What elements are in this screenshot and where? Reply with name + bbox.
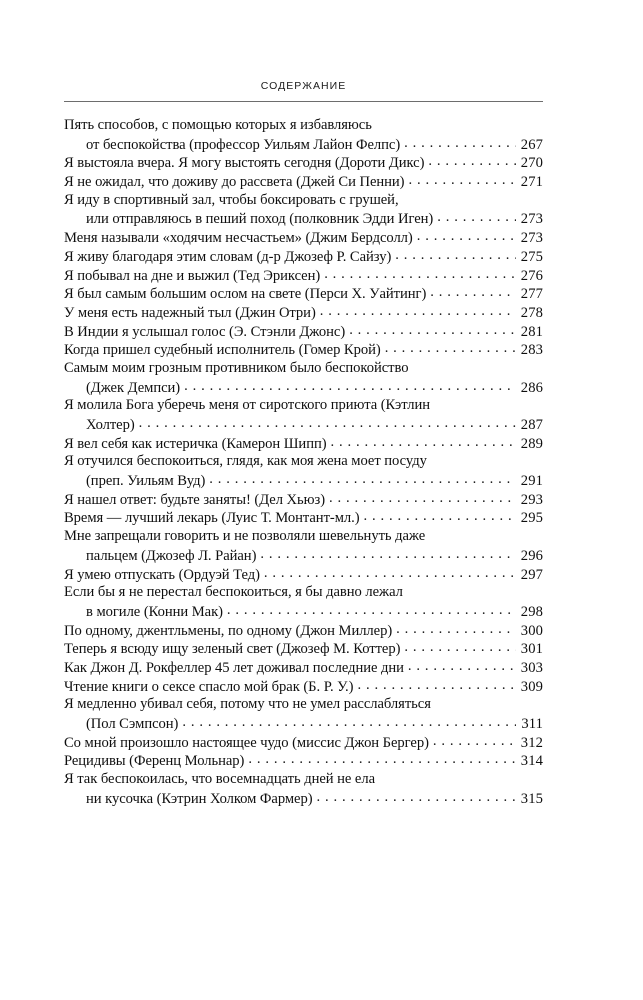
toc-entry-title: Время — лучший лекарь (Луис Т. Монтант-мл.) [64, 510, 360, 527]
toc-entry-title: ни кусочка (Кэтрин Холком Фармер) [86, 790, 313, 807]
toc-entry-line [64, 116, 543, 135]
dot-leader [331, 434, 516, 448]
dot-leader [408, 658, 516, 672]
toc-page-number[interactable]: 301 [520, 641, 543, 658]
toc-entry-title: Чтение книги о сексе спасло мой брак (Б. Р. У.) [64, 678, 354, 695]
toc-entry-last-line [64, 284, 543, 303]
toc-entry-last-line [64, 228, 543, 247]
toc-entry[interactable] [64, 191, 543, 228]
toc-entry-last-line [64, 546, 543, 565]
toc-entry-line [64, 695, 543, 714]
dot-leader [329, 490, 516, 504]
toc-entry[interactable] [64, 284, 543, 303]
toc-entry[interactable] [64, 396, 543, 433]
toc-entry[interactable] [64, 434, 543, 453]
toc-entry-title: Со мной произошло настоящее чудо (миссис Джон Бергер) [64, 734, 429, 751]
toc-page-number[interactable]: 283 [520, 342, 543, 359]
toc-entry[interactable] [64, 490, 543, 509]
toc-entry-title: Я иду в спортивный зал, чтобы боксировать с грушей, [64, 191, 399, 208]
toc-entry-title: от беспокойства (профессор Уильям Лайон Фелпс) [86, 136, 401, 153]
toc-entry-title: Как Джон Д. Рокфеллер 45 лет доживал последние дни [64, 659, 404, 676]
toc-page-number[interactable]: 270 [520, 155, 543, 172]
toc-entry-title: (Пол Сэмпсон) [86, 716, 179, 732]
toc-entry-last-line [64, 153, 543, 172]
toc-entry-title: пальцем (Джозеф Л. Райан) [86, 547, 257, 564]
toc-entry-title: Меня называли «ходячим несчастьем» (Джим Бердсолл) [64, 230, 413, 247]
table-of-contents [64, 116, 543, 807]
toc-entry[interactable] [64, 770, 543, 807]
toc-entry[interactable] [64, 247, 543, 266]
toc-entry[interactable] [64, 322, 543, 341]
toc-page-number[interactable]: 271 [520, 174, 543, 191]
toc-entry[interactable] [64, 565, 543, 584]
toc-entry-title: (Джек Демпси) [86, 379, 181, 396]
toc-page-number[interactable]: 291 [520, 473, 543, 490]
dot-leader [433, 733, 516, 747]
toc-entry-line [64, 527, 543, 546]
toc-entry[interactable] [64, 340, 543, 359]
toc-page-number[interactable]: 297 [520, 566, 543, 583]
toc-entry-title: в могиле (Конни Мак) [86, 603, 223, 620]
toc-page-number[interactable]: 273 [520, 211, 543, 228]
dot-leader [248, 751, 516, 765]
toc-entry-title: Холтер) [86, 417, 135, 433]
dot-leader [184, 378, 516, 392]
toc-entry[interactable] [64, 508, 543, 527]
toc-entry-title: Я был самым большим ослом на свете (Перси Х. Уайтинг) [64, 286, 427, 303]
toc-entry-title: Я нашел ответ: будьте заняты! (Дел Хьюз) [64, 491, 326, 508]
toc-entry-title: Пять способов, с помощью которых я избавляюсь [64, 117, 372, 133]
toc-entry-last-line [64, 247, 543, 266]
toc-entry[interactable] [64, 452, 543, 489]
dot-leader [417, 228, 516, 242]
toc-entry-last-line [64, 508, 543, 527]
toc-entry-title: Я молила Бога уберечь меня от сиротского приюта (Кэтлин [64, 397, 430, 414]
toc-entry-line [64, 396, 543, 415]
toc-entry-last-line [64, 266, 543, 285]
toc-page-number[interactable]: 300 [520, 622, 543, 639]
toc-entry-line [64, 583, 543, 602]
toc-entry-title: Рецидивы (Ференц Мольнар) [64, 753, 245, 770]
dot-leader [430, 284, 516, 298]
toc-page-number[interactable]: 277 [520, 286, 543, 303]
toc-entry-title: Я выстояла вчера. Я могу выстоять сегодня (Дороти Дикс) [64, 155, 425, 172]
toc-page-number[interactable]: 267 [520, 136, 543, 153]
toc-page-number[interactable]: 287 [520, 417, 543, 433]
running-head: СОДЕРЖАНИЕ [260, 80, 347, 92]
toc-entry[interactable] [64, 658, 543, 677]
toc-entry[interactable] [64, 733, 543, 752]
toc-entry[interactable] [64, 621, 543, 640]
toc-entry-title: В Индии я услышал голос (Э. Стэнли Джонс) [64, 323, 346, 340]
toc-entry-title: Я медленно убивал себя, потому что не умел расслабляться [64, 696, 431, 713]
toc-entry[interactable] [64, 359, 543, 396]
toc-entry-title: (преп. Уильям Вуд) [86, 473, 206, 490]
toc-entry-last-line [64, 415, 543, 434]
toc-entry-title: Я так беспокоилась, что восемнадцать дней не ела [64, 771, 375, 788]
toc-entry-title: Мне запрещали говорить и не позволяли шевельнуть даже [64, 528, 426, 545]
dot-leader [357, 677, 516, 691]
toc-entry-last-line [64, 378, 543, 397]
toc-entry-last-line [64, 209, 543, 228]
toc-entry-last-line [64, 565, 543, 584]
dot-leader [182, 714, 516, 728]
toc-entry[interactable] [64, 527, 543, 564]
toc-entry-last-line [64, 340, 543, 359]
dot-leader [209, 471, 516, 485]
toc-entry-last-line [64, 714, 543, 733]
toc-page-number[interactable]: 293 [520, 491, 543, 508]
toc-entry-title: Когда пришел судебный исполнитель (Гомер Крой) [64, 342, 381, 359]
toc-page-number[interactable]: 315 [520, 790, 543, 807]
toc-page-number[interactable]: 286 [520, 379, 543, 396]
dot-leader [428, 153, 516, 167]
toc-entry-last-line [64, 658, 543, 677]
dot-leader [320, 303, 516, 317]
toc-entry-title: Самым моим грозным противником было беспокойство [64, 359, 409, 376]
toc-entry-line [64, 770, 543, 789]
toc-entry-last-line [64, 639, 543, 658]
dot-leader [139, 415, 516, 429]
dot-leader [317, 789, 516, 803]
toc-page-number[interactable]: 303 [520, 659, 543, 676]
dot-leader [227, 602, 516, 616]
toc-entry-line [64, 359, 543, 378]
toc-entry-title: Я побывал на дне и выжил (Тед Эриксен) [64, 267, 321, 284]
dot-leader [437, 209, 516, 223]
dot-leader [408, 172, 516, 186]
toc-page-number[interactable]: 295 [520, 510, 543, 527]
dot-leader [404, 639, 516, 653]
dot-leader [349, 322, 516, 336]
toc-entry[interactable] [64, 303, 543, 322]
toc-entry-title: Я живу благодаря этим словам (д-р Джозеф Р. Сайзу) [64, 248, 392, 265]
toc-entry-title: Если бы я не перестал беспокоиться, я бы давно лежал [64, 584, 403, 601]
toc-entry-title: Я умею отпускать (Ордуэй Тед) [64, 566, 260, 583]
toc-entry[interactable] [64, 266, 543, 285]
toc-entry-line [64, 452, 543, 471]
toc-page-number[interactable]: 281 [520, 323, 543, 340]
dot-leader [260, 546, 516, 560]
dot-leader [395, 247, 516, 261]
toc-entry[interactable] [64, 751, 543, 770]
toc-entry-title: У меня есть надежный тыл (Джин Отри) [64, 304, 316, 321]
header-rule [64, 101, 543, 102]
toc-entry-last-line [64, 303, 543, 322]
toc-page-number[interactable]: 273 [520, 230, 543, 247]
toc-page-number[interactable]: 289 [520, 435, 543, 452]
toc-entry-last-line [64, 135, 543, 154]
toc-entry[interactable] [64, 116, 543, 153]
toc-entry[interactable] [64, 228, 543, 247]
toc-entry-last-line [64, 677, 543, 696]
toc-entry-last-line [64, 490, 543, 509]
toc-entry[interactable] [64, 639, 543, 658]
toc-entry[interactable] [64, 153, 543, 172]
toc-entry-title: Теперь я всюду ищу зеленый свет (Джозеф М. Коттер) [64, 641, 401, 658]
dot-leader [324, 266, 516, 280]
dot-leader [404, 135, 516, 149]
toc-page-number[interactable]: 278 [520, 304, 543, 321]
toc-entry-last-line [64, 602, 543, 621]
dot-leader [364, 508, 516, 522]
toc-entry[interactable] [64, 695, 543, 732]
toc-entry-last-line [64, 434, 543, 453]
toc-entry-last-line [64, 621, 543, 640]
dot-leader [385, 340, 516, 354]
toc-entry-title: Я не ожидал, что доживу до рассвета (Джей Си Пенни) [64, 174, 405, 191]
toc-entry-last-line [64, 322, 543, 341]
toc-entry-title: По одному, джентльмены, по одному (Джон Миллер) [64, 622, 393, 639]
toc-page-number[interactable]: 309 [520, 678, 543, 695]
toc-entry[interactable] [64, 677, 543, 696]
toc-entry-last-line [64, 471, 543, 490]
toc-page-number[interactable]: 311 [521, 716, 543, 732]
toc-entry-title: Я отучился беспокоиться, глядя, как моя жена моет посуду [64, 453, 427, 470]
toc-entry-last-line [64, 789, 543, 808]
toc-entry-last-line [64, 751, 543, 770]
toc-page-number[interactable]: 314 [520, 753, 543, 770]
toc-page-number[interactable]: 312 [520, 734, 543, 751]
toc-entry-title: или отправляюсь в пеший поход (полковник Эдди Иген) [86, 211, 434, 228]
toc-entry[interactable] [64, 583, 543, 620]
dot-leader [264, 565, 516, 579]
toc-page-number[interactable]: 298 [520, 603, 543, 620]
toc-page-number[interactable]: 275 [520, 248, 543, 265]
toc-entry-last-line [64, 172, 543, 191]
toc-entry-title: Я вел себя как истеричка (Камерон Шипп) [64, 435, 327, 452]
toc-entry-line [64, 191, 543, 210]
toc-page-number[interactable]: 296 [520, 547, 543, 564]
toc-entry[interactable] [64, 172, 543, 191]
dot-leader [396, 621, 516, 635]
toc-entry-last-line [64, 733, 543, 752]
toc-page-number[interactable]: 276 [520, 267, 543, 284]
